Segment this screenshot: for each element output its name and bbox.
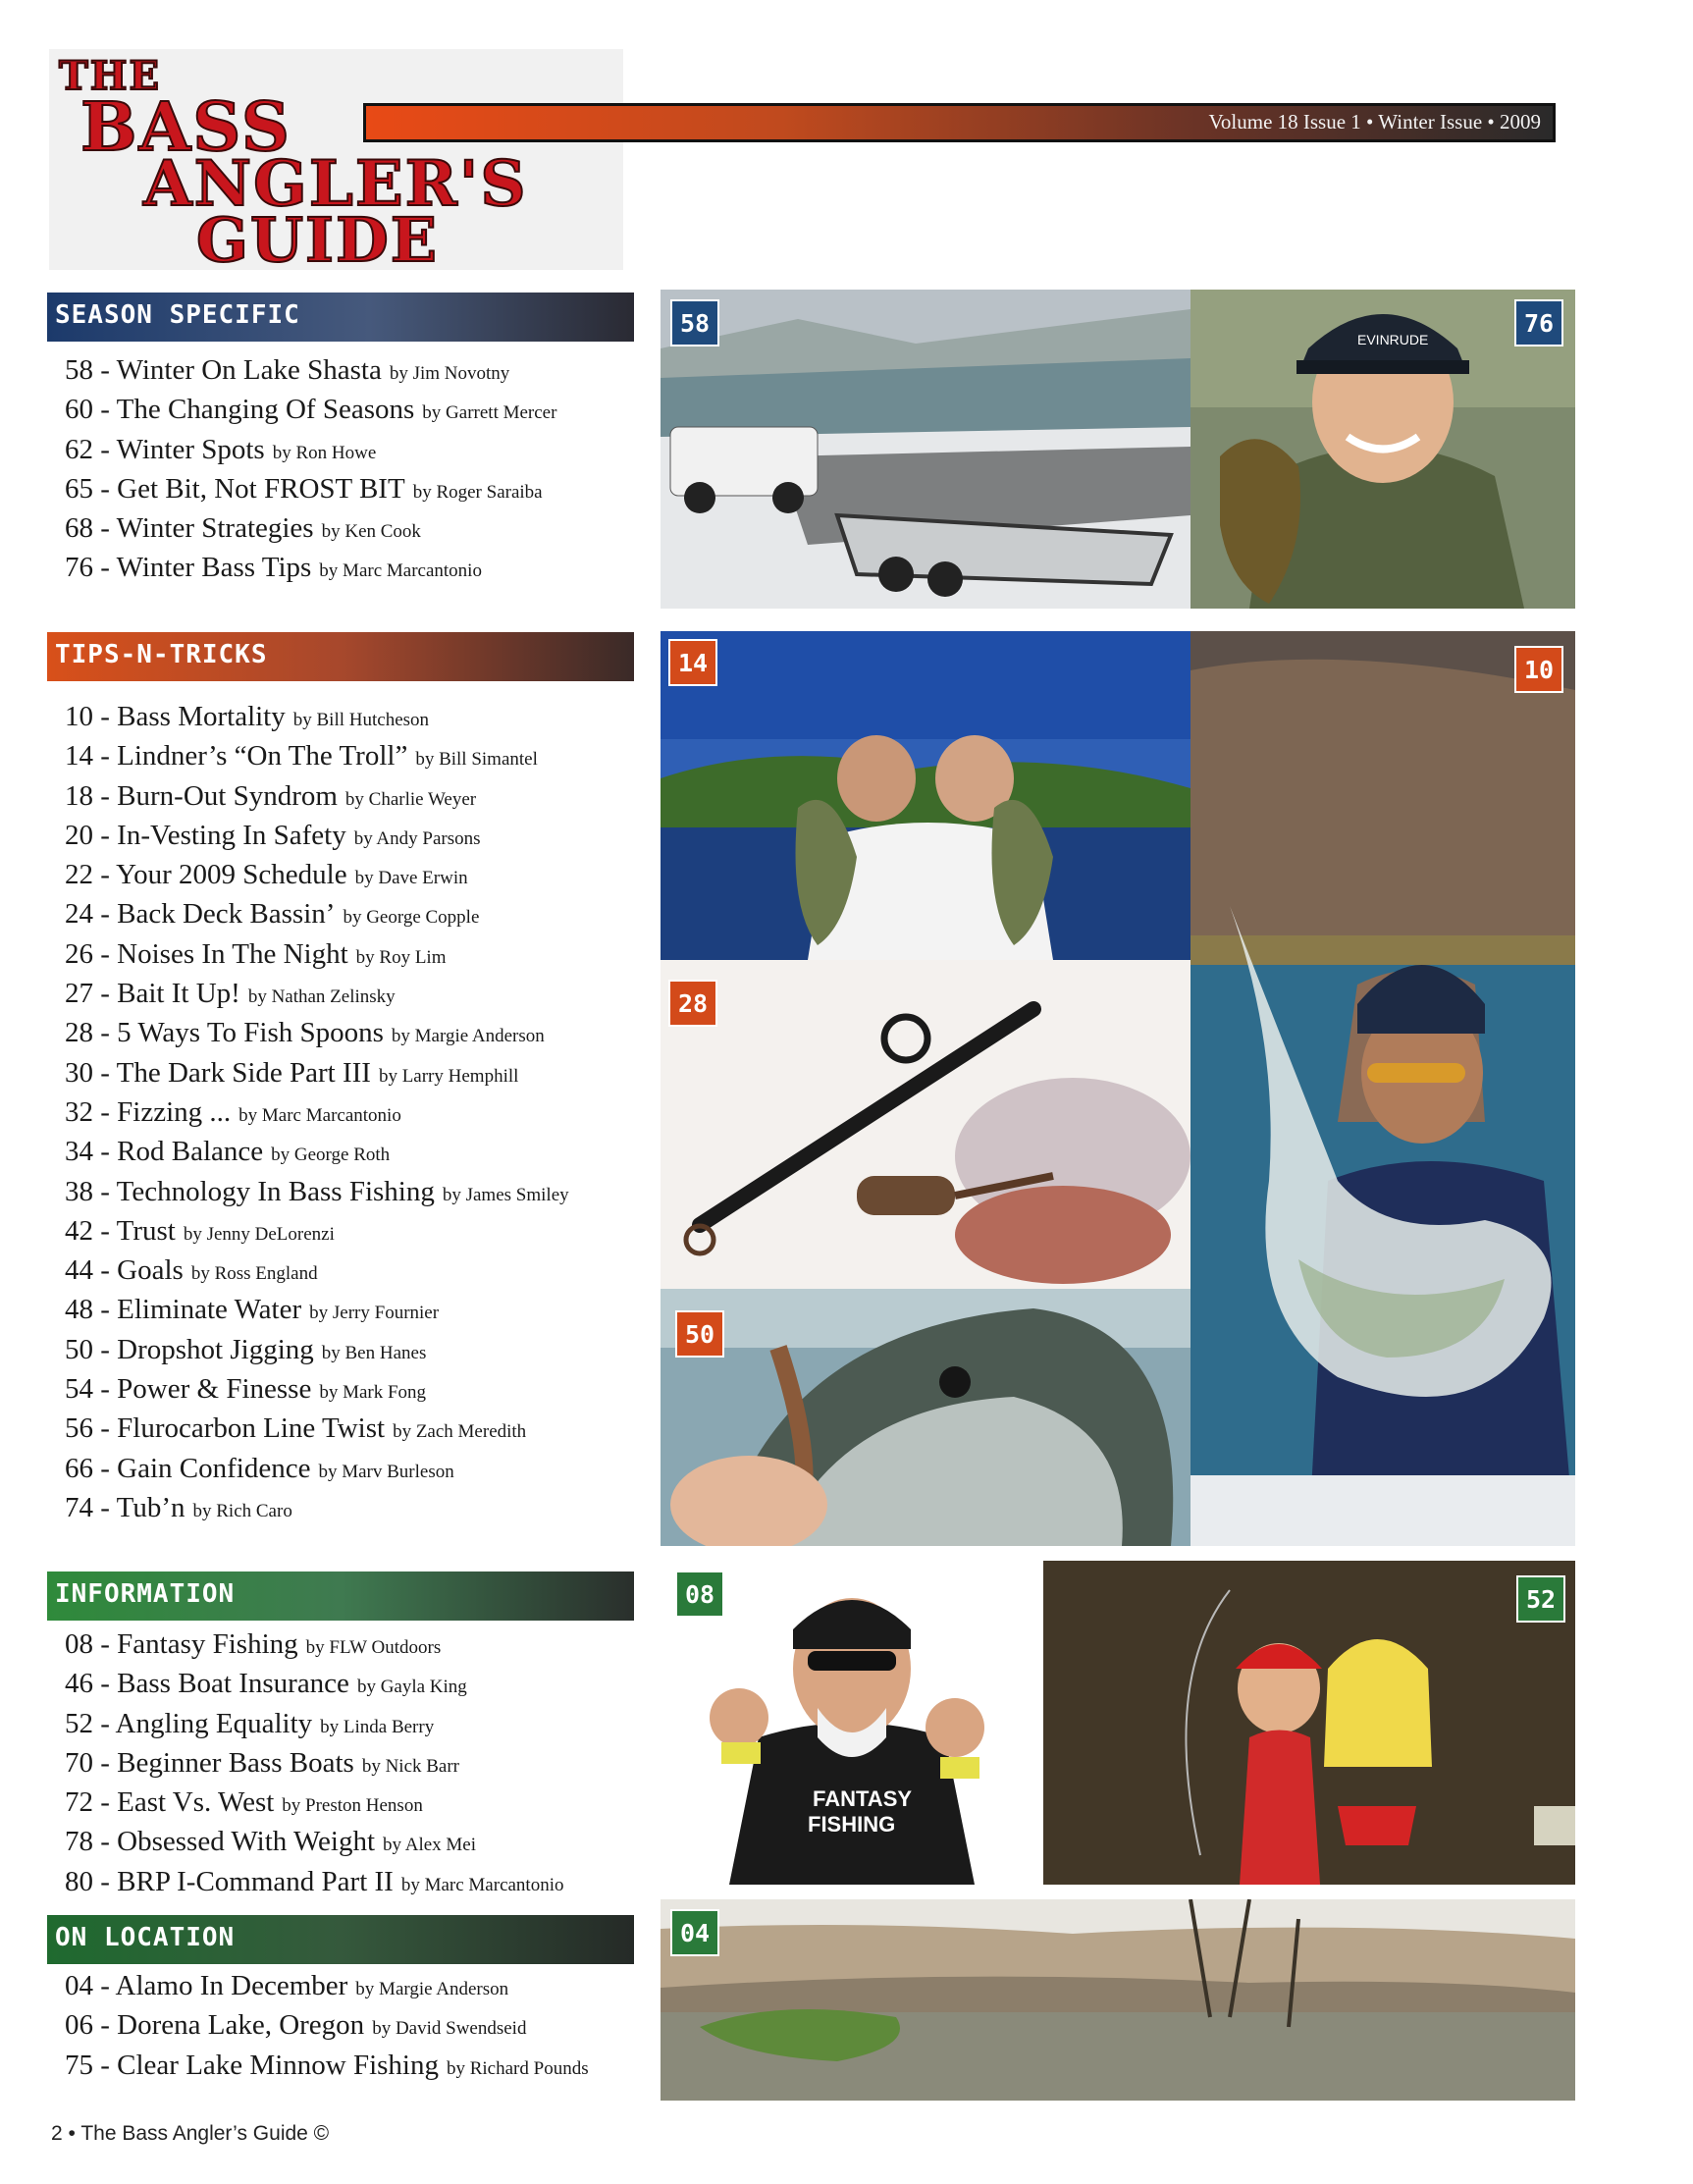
toc-entry-byline: by Margie Anderson <box>391 1026 545 1047</box>
toc-entry[interactable] <box>65 508 556 548</box>
toc-entry-byline: by David Swendseid <box>372 2018 527 2040</box>
toc-entry-byline: by Ross England <box>190 1263 318 1285</box>
toc-entry-byline: by George Roth <box>271 1145 391 1166</box>
toc-entry[interactable] <box>65 1013 569 1052</box>
toc-entry[interactable] <box>65 1822 564 1861</box>
photo-rod-spoon <box>661 960 1190 1289</box>
photo-angler-smallmouth <box>1190 290 1575 609</box>
toc-entry-title: 42 - Trust <box>65 1214 176 1247</box>
toc-entry-title: 14 - Lindner’s “On The Troll” <box>65 740 408 772</box>
page-badge-50: 50 <box>675 1310 724 1358</box>
toc-entry[interactable] <box>65 1625 564 1664</box>
svg-text:EVINRUDE: EVINRUDE <box>1357 332 1429 347</box>
toc-entry[interactable] <box>65 1704 564 1743</box>
toc-entry-title: 76 - Winter Bass Tips <box>65 552 312 584</box>
section-header-season: SEASON SPECIFIC <box>47 293 634 342</box>
toc-entry-byline: by FLW Outdoors <box>305 1637 442 1658</box>
photo-fantasy-fishing-wrestler <box>661 1561 1043 1885</box>
toc-entry[interactable] <box>65 1966 589 2005</box>
toc-entry-byline: by Garrett Mercer <box>422 402 557 424</box>
toc-entry-byline: by Linda Berry <box>320 1716 435 1737</box>
toc-entry[interactable] <box>65 776 569 816</box>
toc-entry[interactable] <box>65 894 569 933</box>
toc-entry[interactable] <box>65 974 569 1013</box>
toc-entry[interactable] <box>65 855 569 894</box>
toc-entry-title: 08 - Fantasy Fishing <box>65 1628 298 1660</box>
toc-entry[interactable] <box>65 1862 564 1901</box>
photo-angler-fish-bag <box>1190 631 1575 1546</box>
page-badge-14: 14 <box>668 639 717 686</box>
toc-entry-byline: by Dave Erwin <box>354 868 468 889</box>
toc-entry[interactable] <box>65 2005 589 2045</box>
toc-entry-title: 20 - In-Vesting In Safety <box>65 819 346 851</box>
toc-entry[interactable] <box>65 1251 569 1290</box>
toc-entry-byline: by Bill Hutcheson <box>292 710 430 730</box>
toc-entry-title: 28 - 5 Ways To Fish Spoons <box>65 1017 384 1049</box>
toc-entry-title: 70 - Beginner Bass Boats <box>65 1746 354 1779</box>
toc-entry-title: 58 - Winter On Lake Shasta <box>65 354 382 386</box>
toc-entry-title: 60 - The Changing Of Seasons <box>65 394 415 426</box>
page-badge-04: 04 <box>670 1909 719 1956</box>
photo-alamo-lake <box>661 1899 1575 2101</box>
photo-angler-figurines <box>1043 1561 1575 1885</box>
toc-entry-byline: by Preston Henson <box>282 1795 423 1817</box>
toc-entry-byline: by Charlie Weyer <box>344 788 477 810</box>
svg-text:FANTASY: FANTASY <box>813 1786 913 1811</box>
toc-entry[interactable] <box>65 1132 569 1171</box>
toc-entry-byline: by Marv Burleson <box>318 1461 454 1482</box>
svg-text:FISHING: FISHING <box>808 1812 896 1837</box>
page-badge-76: 76 <box>1514 299 1563 346</box>
toc-entry-byline: by Jerry Fournier <box>309 1303 440 1324</box>
toc-entry-title: 78 - Obsessed With Weight <box>65 1826 376 1858</box>
article-list-tips <box>65 697 569 1527</box>
toc-entry[interactable] <box>65 1369 569 1409</box>
toc-entry-byline: by Ron Howe <box>272 442 377 463</box>
toc-entry-title: 27 - Bait It Up! <box>65 978 240 1010</box>
toc-entry[interactable] <box>65 430 556 469</box>
toc-entry-title: 22 - Your 2009 Schedule <box>65 859 347 891</box>
toc-entry[interactable] <box>65 934 569 974</box>
toc-entry-byline: by Ken Cook <box>321 521 421 543</box>
page-badge-52: 52 <box>1516 1575 1565 1623</box>
toc-entry-title: 04 - Alamo In December <box>65 1970 348 2001</box>
issue-bar <box>363 103 1556 142</box>
toc-entry[interactable] <box>65 736 569 775</box>
toc-entry-byline: by Andy Parsons <box>353 827 481 849</box>
toc-entry[interactable] <box>65 697 569 736</box>
toc-entry-title: 80 - BRP I-Command Part II <box>65 1865 394 1897</box>
toc-entry-byline: by Gayla King <box>356 1677 467 1698</box>
toc-entry-title: 44 - Goals <box>65 1254 184 1287</box>
toc-entry-title: 26 - Noises In The Night <box>65 937 348 970</box>
toc-entry-title: 62 - Winter Spots <box>65 433 265 465</box>
toc-entry-byline: by Bill Simantel <box>415 749 538 771</box>
toc-entry-title: 54 - Power & Finesse <box>65 1373 312 1406</box>
page-badge-58: 58 <box>670 299 719 346</box>
toc-entry-title: 38 - Technology In Bass Fishing <box>65 1175 435 1207</box>
toc-entry-byline: by James Smiley <box>442 1184 569 1205</box>
toc-entry[interactable] <box>65 1743 564 1783</box>
page-badge-10: 10 <box>1514 646 1563 693</box>
toc-entry-byline: by Richard Pounds <box>446 2057 589 2079</box>
article-list-season <box>65 350 556 588</box>
article-list-information <box>65 1625 564 1901</box>
toc-entry-byline: by Mark Fong <box>319 1382 427 1404</box>
toc-entry[interactable] <box>65 469 556 508</box>
toc-entry[interactable] <box>65 1449 569 1488</box>
toc-entry-byline: by Marc Marcantonio <box>238 1104 401 1126</box>
toc-entry-byline: by Rich Caro <box>192 1500 292 1521</box>
photo-boat-ramp-snow <box>661 290 1190 609</box>
toc-entry-byline: by Jim Novotny <box>389 363 510 384</box>
toc-entry[interactable] <box>65 2046 589 2085</box>
toc-entry-title: 06 - Dorena Lake, Oregon <box>65 2009 365 2042</box>
page-badge-28: 28 <box>668 980 717 1027</box>
section-header-information: INFORMATION <box>47 1571 634 1621</box>
toc-entry-byline: by Roy Lim <box>355 946 447 968</box>
toc-entry[interactable] <box>65 1053 569 1092</box>
toc-entry-title: 74 - Tub’n <box>65 1491 185 1523</box>
toc-entry[interactable] <box>65 1783 564 1822</box>
toc-entry-byline: by Roger Saraiba <box>412 481 543 503</box>
toc-entry-byline: by Alex Mei <box>383 1835 477 1856</box>
toc-entry[interactable] <box>65 1172 569 1211</box>
toc-entry-title: 32 - Fizzing ... <box>65 1095 232 1128</box>
magazine-logo: THE BASS ANGLER'S GUIDE <box>49 49 623 270</box>
toc-entry-title: 52 - Angling Equality <box>65 1707 313 1739</box>
section-header-location: ON LOCATION <box>47 1915 634 1964</box>
toc-entry[interactable] <box>65 1409 569 1448</box>
toc-entry-byline: by Marc Marcantonio <box>400 1874 564 1895</box>
photo-bass-jig <box>661 1289 1190 1546</box>
toc-entry[interactable] <box>65 816 569 855</box>
toc-entry-byline: by Ben Hanes <box>321 1342 427 1363</box>
toc-entry-byline: by Larry Hemphill <box>378 1065 519 1087</box>
toc-entry-title: 68 - Winter Strategies <box>65 512 314 545</box>
toc-entry[interactable] <box>65 1290 569 1329</box>
toc-entry[interactable] <box>65 1092 569 1132</box>
issue-line: Volume 18 Issue 1 • Winter Issue • 2009 <box>1208 110 1541 133</box>
toc-entry-title: 34 - Rod Balance <box>65 1136 264 1168</box>
toc-entry-byline: by Nick Barr <box>361 1755 460 1777</box>
toc-entry[interactable] <box>65 1330 569 1369</box>
photo-two-anglers <box>661 631 1190 960</box>
toc-entry[interactable] <box>65 1664 564 1703</box>
toc-entry-title: 50 - Dropshot Jigging <box>65 1333 314 1365</box>
toc-entry-byline: by George Copple <box>343 907 480 929</box>
toc-entry-title: 18 - Burn-Out Syndrom <box>65 779 338 812</box>
section-header-tips: TIPS-N-TRICKS <box>47 632 634 681</box>
toc-entry-byline: by Jenny DeLorenzi <box>183 1223 335 1245</box>
toc-entry-title: 75 - Clear Lake Minnow Fishing <box>65 2049 439 2081</box>
toc-entry-title: 30 - The Dark Side Part III <box>65 1056 371 1089</box>
toc-entry[interactable] <box>65 390 556 429</box>
toc-entry[interactable] <box>65 548 556 587</box>
toc-entry-title: 46 - Bass Boat Insurance <box>65 1668 349 1700</box>
toc-entry-byline: by Nathan Zelinsky <box>247 986 396 1008</box>
article-list-location <box>65 1966 589 2085</box>
toc-entry-byline: by Zach Meredith <box>393 1421 527 1443</box>
page-badge-08: 08 <box>675 1571 724 1618</box>
toc-entry[interactable] <box>65 350 556 390</box>
toc-entry-title: 56 - Flurocarbon Line Twist <box>65 1412 386 1445</box>
toc-entry-title: 24 - Back Deck Bassin’ <box>65 898 336 931</box>
page-footer: 2 • The Bass Angler’s Guide © <box>51 2122 330 2145</box>
toc-entry-byline: by Marc Marcantonio <box>319 560 482 582</box>
toc-entry-title: 72 - East Vs. West <box>65 1786 275 1819</box>
toc-entry[interactable] <box>65 1488 569 1527</box>
toc-entry[interactable] <box>65 1211 569 1251</box>
toc-entry-byline: by Margie Anderson <box>355 1979 509 1999</box>
toc-entry-title: 65 - Get Bit, Not FROST BIT <box>65 472 405 505</box>
toc-entry-title: 66 - Gain Confidence <box>65 1452 311 1484</box>
toc-entry-title: 48 - Eliminate Water <box>65 1294 302 1326</box>
toc-entry-title: 10 - Bass Mortality <box>65 701 286 732</box>
